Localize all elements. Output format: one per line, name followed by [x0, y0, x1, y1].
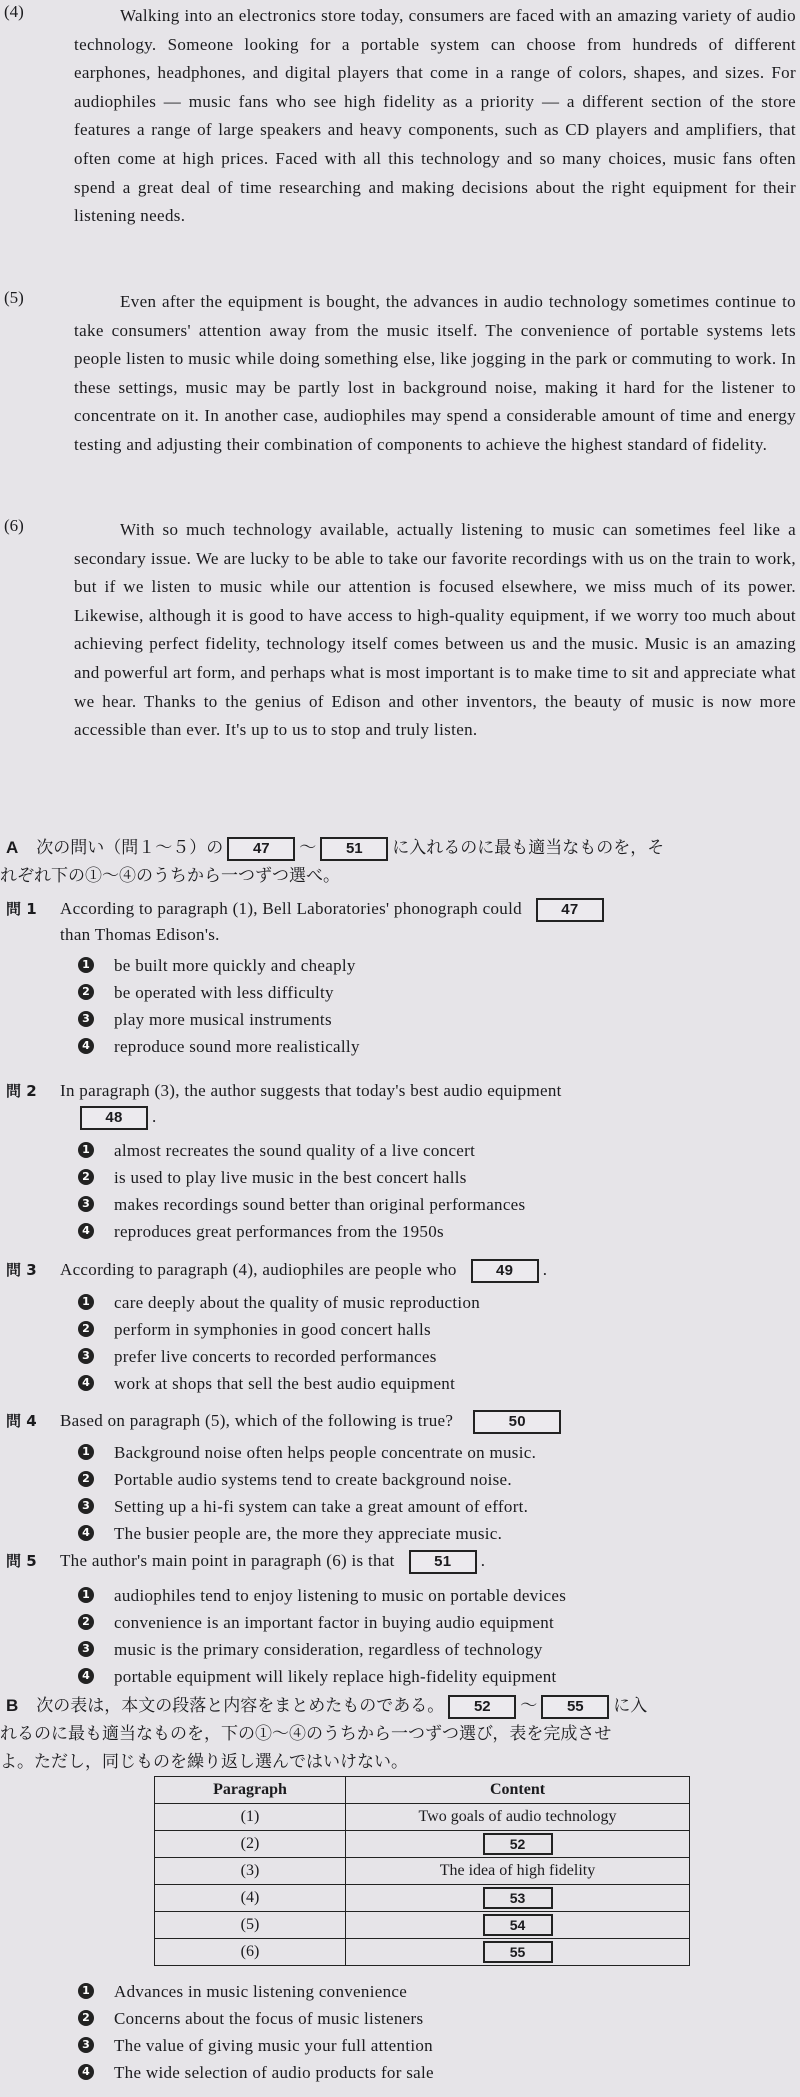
- section-a-instructions: [0, 834, 800, 890]
- question-3: [0, 1257, 800, 1283]
- answer-box: 52: [483, 1833, 553, 1855]
- option-marker: 3: [78, 1011, 94, 1027]
- instruction-text: 次の問い（問１～５）の: [36, 838, 224, 858]
- option[interactable]: [0, 2005, 800, 2032]
- table-row: [155, 1858, 690, 1885]
- question-text: The author's main point in paragraph (6) is that: [60, 1551, 395, 1570]
- option[interactable]: [0, 1609, 800, 1636]
- option-marker: 4: [78, 1668, 94, 1684]
- option-text: convenience is an important factor in buying audio equipment: [114, 1613, 555, 1632]
- option[interactable]: [0, 1439, 800, 1466]
- option-text: perform in symphonies in good concert halls: [114, 1320, 431, 1339]
- content-cell: [346, 1885, 690, 1912]
- option-marker: 2: [78, 1169, 94, 1185]
- option-marker: 4: [78, 1223, 94, 1239]
- option-marker: 2: [78, 1321, 94, 1337]
- content-cell: Two goals of audio technology: [346, 1804, 690, 1831]
- question-text: According to paragraph (1), Bell Laboratories' phonograph could: [60, 899, 522, 918]
- content-cell: [346, 1939, 690, 1966]
- answer-box: 47: [227, 837, 295, 861]
- instruction-text: に入れるのに最も適当なものを，そ: [392, 838, 665, 858]
- option[interactable]: [0, 1582, 800, 1609]
- paragraph-cell: (6): [155, 1939, 346, 1966]
- option[interactable]: [0, 2059, 800, 2086]
- option-marker: 4: [78, 1525, 94, 1541]
- option-text: audiophiles tend to enjoy listening to music on portable devices: [114, 1586, 567, 1605]
- instruction-text: に入: [613, 1696, 648, 1716]
- paragraph-number: (6): [4, 516, 24, 535]
- option-text: Advances in music listening convenience: [114, 1982, 408, 2001]
- option[interactable]: [0, 1006, 800, 1033]
- paragraph-number: (5): [4, 288, 24, 307]
- option-text: be operated with less difficulty: [114, 983, 334, 1002]
- option[interactable]: [0, 2032, 800, 2059]
- question-5: [0, 1548, 800, 1574]
- instruction-text: れぞれ下の①～④のうちから一つずつ選べ。: [0, 866, 340, 886]
- option-marker: 1: [78, 957, 94, 973]
- paragraph-4: [0, 2, 800, 231]
- option-marker: 1: [78, 1142, 94, 1158]
- option-text: be built more quickly and cheaply: [114, 956, 356, 975]
- column-header: Content: [346, 1777, 690, 1804]
- paragraph-text: Even after the equipment is bought, the advances in audio technology sometimes continue to take consumers' attention away from the music itself. The convenience of portable systems lets people listen to music while doing something else, like jogging in the park or commuting to work. In these settings, music may be partly lost in background noise, making it hard for the listener to concentrate on it. In another case, audiophiles may spend a considerable amount of time and energy testing and adjusting their combination of components to achieve the highest standard of fidelity.: [74, 292, 796, 454]
- option-text: makes recordings sound better than original performances: [114, 1195, 526, 1214]
- option[interactable]: [0, 1191, 800, 1218]
- option[interactable]: [0, 1218, 800, 1245]
- question-1: [0, 896, 800, 948]
- option-text: music is the primary consideration, regardless of technology: [114, 1640, 543, 1659]
- option-marker: 1: [78, 1587, 94, 1603]
- option[interactable]: [0, 979, 800, 1006]
- option-text: reproduce sound more realistically: [114, 1037, 360, 1056]
- table-row: [155, 1912, 690, 1939]
- question-text: than Thomas Edison's.: [60, 925, 220, 945]
- option-marker: 4: [78, 1375, 94, 1391]
- paragraph-cell: (2): [155, 1831, 346, 1858]
- option-text: portable equipment will likely replace high-fidelity equipment: [114, 1667, 557, 1686]
- answer-box: 50: [473, 1410, 561, 1434]
- paragraph-cell: (3): [155, 1858, 346, 1885]
- option[interactable]: [0, 1316, 800, 1343]
- option-text: Setting up a hi-fi system can take a great amount of effort.: [114, 1497, 529, 1516]
- column-header: Paragraph: [155, 1777, 346, 1804]
- paragraph-text: With so much technology available, actually listening to music can sometimes feel like a secondary issue. We are lucky to be able to take our favorite recordings with us on the train to work, but if we listen to music while our attention is focused elsewhere, we miss much of its power. Likewise, although it is good to have access to high-quality equipment, if we worry too much about achieving perfect fidelity, technology itself comes between us and the music. Music is an amazing and powerful art form, and perhaps what is most important is to make time to sit and appreciate what we hear. Thanks to the genius of Edison and other inventors, the beauty of music is now more accessible than ever. It's up to us to stop and truly listen.: [74, 520, 796, 740]
- content-cell: The idea of high fidelity: [346, 1858, 690, 1885]
- question-2-options: [0, 1137, 800, 1245]
- option-text: prefer live concerts to recorded performances: [114, 1347, 437, 1366]
- option[interactable]: [0, 1370, 800, 1397]
- range-tilde: ～: [299, 838, 317, 858]
- option-marker: 1: [78, 1294, 94, 1310]
- option[interactable]: [0, 1493, 800, 1520]
- option[interactable]: [0, 952, 800, 979]
- question-label: 問 1: [6, 900, 37, 918]
- question-5-options: [0, 1582, 800, 1690]
- option-text: The busier people are, the more they appreciate music.: [114, 1524, 503, 1543]
- option-text: care deeply about the quality of music reproduction: [114, 1293, 481, 1312]
- option-text: work at shops that sell the best audio equipment: [114, 1374, 456, 1393]
- paragraph-cell: (4): [155, 1885, 346, 1912]
- option-marker: 4: [78, 1038, 94, 1054]
- option-text: reproduces great performances from the 1950s: [114, 1222, 444, 1241]
- answer-box: 55: [483, 1941, 553, 1963]
- question-text: .: [480, 1551, 486, 1570]
- option[interactable]: [0, 1466, 800, 1493]
- question-3-options: [0, 1289, 800, 1397]
- option-marker: 1: [78, 1444, 94, 1460]
- option-text: The value of giving music your full attention: [114, 2036, 433, 2055]
- question-4-options: [0, 1439, 800, 1547]
- answer-box: 52: [448, 1695, 516, 1719]
- option-text: is used to play live music in the best concert halls: [114, 1168, 467, 1187]
- option[interactable]: [0, 1033, 800, 1060]
- table-row: [155, 1804, 690, 1831]
- question-text: Based on paragraph (5), which of the following is true?: [60, 1411, 454, 1430]
- section-label: B: [6, 1696, 19, 1715]
- question-label: 問 3: [6, 1261, 37, 1279]
- instruction-text: 次の表は，本文の段落と内容をまとめたものである。: [36, 1696, 445, 1716]
- question-label: 問 2: [6, 1082, 37, 1100]
- option-text: Concerns about the focus of music listeners: [114, 2009, 424, 2028]
- option-marker: 4: [78, 2064, 94, 2080]
- paragraph-number: (4): [4, 2, 24, 21]
- content-cell: [346, 1912, 690, 1939]
- option-text: Portable audio systems tend to create background noise.: [114, 1470, 512, 1489]
- option[interactable]: [0, 1289, 800, 1316]
- option[interactable]: [0, 1343, 800, 1370]
- option[interactable]: [0, 1663, 800, 1690]
- option-text: play more musical instruments: [114, 1010, 332, 1029]
- question-text: .: [152, 1107, 157, 1126]
- question-label: 問 5: [6, 1552, 37, 1570]
- option-marker: 2: [78, 1614, 94, 1630]
- option[interactable]: [0, 1137, 800, 1164]
- question-text: .: [542, 1260, 548, 1279]
- answer-box: 51: [320, 837, 388, 861]
- option-text: Background noise often helps people concentrate on music.: [114, 1443, 537, 1462]
- table-row: [155, 1939, 690, 1966]
- content-cell: [346, 1831, 690, 1858]
- table-row: [155, 1831, 690, 1858]
- answer-box: 54: [483, 1914, 553, 1936]
- option-marker: 3: [78, 1348, 94, 1364]
- option-marker: 2: [78, 2010, 94, 2026]
- option-marker: 3: [78, 1498, 94, 1514]
- option[interactable]: [0, 1520, 800, 1547]
- paragraph-text: Walking into an electronics store today, consumers are faced with an amazing variety of audio technology. Someone looking for a portable system can choose from hundreds of different earphones, headphones, and digital players that come in a range of colors, shapes, and sizes. For audiophiles — music fans who see high fidelity as a priority — a different section of the store features a range of large speakers and heavy components, such as CD players and amplifiers, that often come at high prices. Faced with all this technology and so many choices, music fans often spend a great deal of time researching and making decisions about the right equipment for their listening needs.: [74, 6, 796, 226]
- option-text: The wide selection of audio products for sale: [114, 2063, 434, 2082]
- question-1-options: [0, 952, 800, 1060]
- option[interactable]: [0, 1636, 800, 1663]
- question-4: [0, 1408, 800, 1434]
- answer-box: 53: [483, 1887, 553, 1909]
- option-marker: 2: [78, 984, 94, 1000]
- section-b-instructions: [0, 1692, 800, 1776]
- answer-box: 47: [536, 898, 604, 922]
- summary-table: [154, 1776, 690, 1966]
- option-text: almost recreates the sound quality of a live concert: [114, 1141, 476, 1160]
- range-tilde: ～: [520, 1696, 538, 1716]
- paragraph-cell: (1): [155, 1804, 346, 1831]
- option[interactable]: [0, 1978, 800, 2005]
- option[interactable]: [0, 1164, 800, 1191]
- option-marker: 1: [78, 1983, 94, 1999]
- section-b-options: [0, 1978, 800, 2086]
- option-marker: 3: [78, 1641, 94, 1657]
- option-marker: 3: [78, 1196, 94, 1212]
- question-label: 問 4: [6, 1412, 37, 1430]
- answer-box: 48: [80, 1106, 148, 1130]
- paragraph-5: [0, 288, 800, 460]
- option-marker: 3: [78, 2037, 94, 2053]
- table-header-row: [155, 1777, 690, 1804]
- question-2: [0, 1078, 800, 1130]
- question-text: In paragraph (3), the author suggests that today's best audio equipment: [60, 1081, 562, 1100]
- question-text: According to paragraph (4), audiophiles are people who: [60, 1260, 457, 1279]
- answer-box: 55: [541, 1695, 609, 1719]
- option-marker: 2: [78, 1471, 94, 1487]
- paragraph-cell: (5): [155, 1912, 346, 1939]
- answer-box: 49: [471, 1259, 539, 1283]
- instruction-text: れるのに最も適当なものを，下の①～④のうちから一つずつ選び，表を完成させ: [0, 1724, 612, 1744]
- instruction-text: よ。ただし，同じものを繰り返し選んではいけない。: [0, 1752, 408, 1772]
- table-row: [155, 1885, 690, 1912]
- answer-box: 51: [409, 1550, 477, 1574]
- paragraph-6: [0, 516, 800, 745]
- section-label: A: [6, 838, 19, 857]
